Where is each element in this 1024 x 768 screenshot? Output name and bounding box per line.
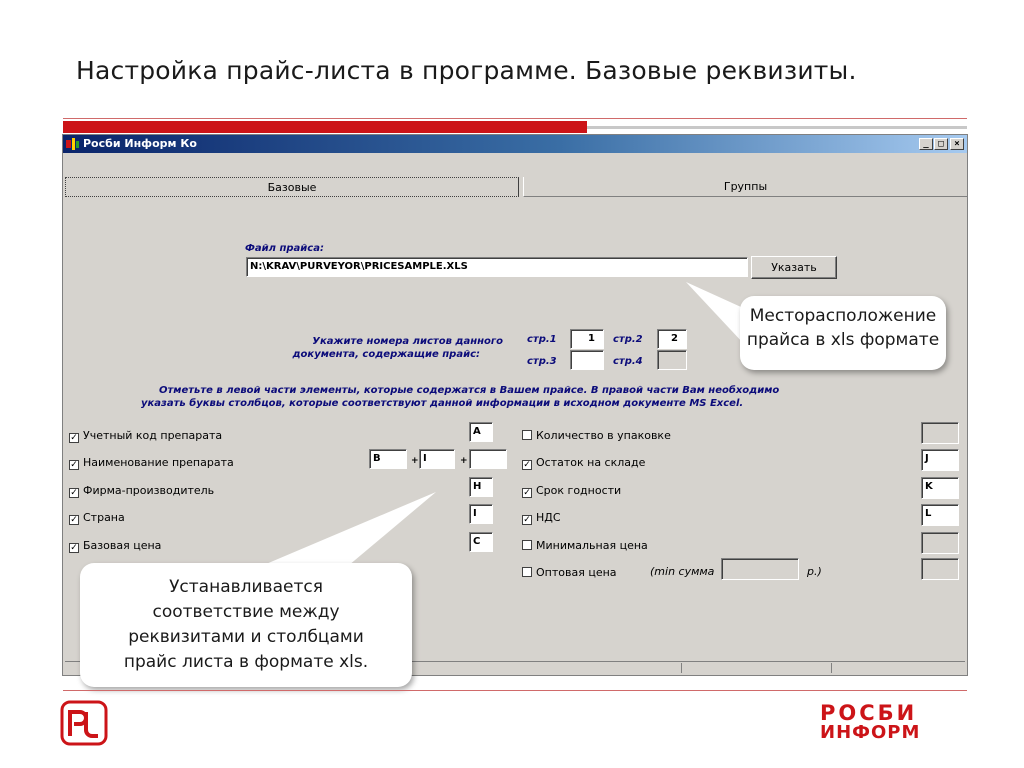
sheet1-label: стр.1	[527, 334, 557, 345]
label-manufacturer: Фирма-производитель	[83, 484, 215, 497]
tab-groups[interactable]: Группы	[523, 177, 967, 197]
sheet4-label: стр.4	[613, 356, 643, 367]
slide-title: Настройка прайс-листа в программе. Базовые реквизиты.	[76, 56, 857, 85]
checkbox-stock[interactable]: ✓	[523, 460, 531, 470]
callout-mapping: Устанавливается соответствие между реквизитами и столбцами прайс листа в формате xls.	[80, 563, 412, 687]
maximize-button[interactable]: □	[934, 138, 948, 150]
column-field-name-2[interactable]: I	[419, 449, 455, 469]
min-sum-suffix: р.)	[807, 565, 822, 578]
column-field-name-1[interactable]: B	[369, 449, 407, 469]
file-label: Файл прайса:	[245, 243, 324, 254]
column-field-country[interactable]: I	[469, 504, 493, 524]
wordmark-line1: РОСБИ	[820, 701, 918, 725]
checkbox-base-price[interactable]: ✓	[70, 543, 78, 553]
rosbi-logo-icon	[60, 700, 108, 746]
footer-line	[63, 690, 967, 691]
sheets-prompt-line2: документа, содержащие прайс:	[292, 349, 480, 360]
minimize-button[interactable]: _	[919, 138, 933, 150]
wordmark-line2: ИНФОРМ	[820, 722, 921, 743]
min-sum-label: (min сумма	[650, 565, 715, 578]
label-country: Страна	[83, 511, 125, 524]
sheet2-label: стр.2	[613, 334, 643, 345]
column-field-stock[interactable]: J	[921, 449, 959, 471]
label-min-price: Минимальная цена	[536, 539, 648, 552]
sheet2-field[interactable]: 2	[657, 329, 687, 349]
window-title: Росби Информ Ко	[83, 137, 197, 150]
instruction-line2: указать буквы столбцов, которые соответствуют данной информации в исходном документе MS Excel.	[141, 398, 744, 409]
tab-base[interactable]: Базовые	[65, 177, 519, 197]
label-vat: НДС	[536, 511, 561, 524]
browse-button[interactable]: Указать	[751, 256, 837, 279]
label-wholesale-price: Оптовая цена	[536, 566, 617, 579]
label-account-code: Учетный код препарата	[83, 429, 223, 442]
column-field-base-price[interactable]: C	[469, 532, 493, 552]
label-name: Наименование препарата	[83, 456, 234, 469]
checkbox-account-code[interactable]: ✓	[70, 433, 78, 443]
checkbox-country[interactable]: ✓	[70, 515, 78, 525]
column-field-account-code[interactable]: A	[469, 422, 493, 442]
sheets-prompt-line1: Укажите номера листов данного	[312, 336, 503, 347]
checkbox-name[interactable]: ✓	[70, 460, 78, 470]
label-base-price: Базовая цена	[83, 539, 162, 552]
checkbox-expiry[interactable]: ✓	[523, 488, 531, 498]
sheet1-field[interactable]: 1	[570, 329, 604, 349]
column-field-manufacturer[interactable]: H	[469, 477, 493, 497]
instruction-line1: Отметьте в левой части элементы, которые содержатся в Вашем прайсе. В правой части Вам необходимо	[159, 385, 780, 396]
checkbox-vat[interactable]: ✓	[523, 515, 531, 525]
close-button[interactable]: ×	[950, 138, 964, 150]
plus-sign: +	[460, 456, 468, 466]
label-pack-qty: Количество в упаковке	[536, 429, 671, 442]
column-field-expiry[interactable]: K	[921, 477, 959, 499]
sheet3-label: стр.3	[527, 356, 557, 367]
label-stock: Остаток на складе	[536, 456, 646, 469]
column-field-vat[interactable]: L	[921, 504, 959, 526]
rosbi-wordmark	[820, 703, 920, 743]
file-path-field[interactable]: N:\KRAV\PURVEYOR\PRICESAMPLE.XLS	[246, 257, 748, 277]
label-expiry: Срок годности	[536, 484, 622, 497]
callout-location: Месторасположение прайса в xls формате	[740, 296, 946, 370]
checkbox-manufacturer[interactable]: ✓	[70, 488, 78, 498]
plus-sign: +	[411, 456, 419, 466]
